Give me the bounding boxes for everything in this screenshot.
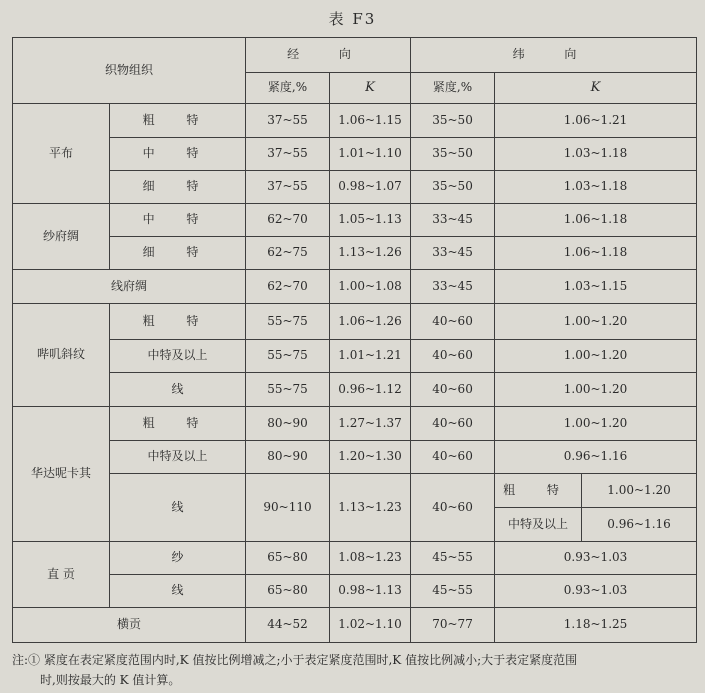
warp-k: 1.05~1.13 [330,204,411,237]
weft-density: 33~45 [411,270,495,304]
weft-k: 1.06~1.21 [495,104,697,138]
yarn-type: 粗 特 [110,104,246,138]
weft-density: 33~45 [411,204,495,237]
fabric-name: 平布 [13,104,110,204]
weft-density: 40~60 [411,340,495,373]
fabric-name: 横贡 [13,608,246,643]
table-row [13,608,697,643]
table-row [13,373,697,407]
table-row [13,270,697,304]
weft-k: 1.03~1.18 [495,138,697,171]
weft-k: 1.03~1.15 [495,270,697,304]
warp-k: 1.02~1.10 [330,608,411,643]
warp-density: 90~110 [246,474,330,542]
table-row [13,237,697,270]
header-fabric: 织物组织 [13,38,246,104]
weft-k: 0.96~1.16 [582,508,697,542]
fabric-name: 哔叽斜纹 [13,304,110,407]
yarn-type: 中 特 [110,138,246,171]
table-row [13,138,697,171]
weft-k: 1.00~1.20 [495,340,697,373]
warp-k: 1.27~1.37 [330,407,411,441]
warp-density: 37~55 [246,104,330,138]
table-row [13,542,697,575]
weft-sub-type: 粗 特 [495,474,582,508]
weft-density: 33~45 [411,237,495,270]
weft-k: 0.96~1.16 [495,441,697,474]
warp-density: 55~75 [246,340,330,373]
weft-k: 0.93~1.03 [495,575,697,608]
density-k-table [12,37,697,643]
header-weft: 纬 向 [411,38,697,73]
warp-density: 62~70 [246,270,330,304]
table-row [13,304,697,340]
warp-density: 80~90 [246,407,330,441]
warp-density: 37~55 [246,138,330,171]
yarn-type: 中特及以上 [110,441,246,474]
weft-sub-type: 中特及以上 [495,508,582,542]
footnote [12,650,696,690]
warp-density: 44~52 [246,608,330,643]
warp-density: 80~90 [246,441,330,474]
yarn-type: 线 [110,474,246,542]
weft-k: 1.00~1.20 [495,407,697,441]
yarn-type: 纱 [110,542,246,575]
weft-density: 35~50 [411,171,495,204]
table-row [13,441,697,474]
table-row [13,340,697,373]
yarn-type: 中特及以上 [110,340,246,373]
weft-density: 40~60 [411,373,495,407]
weft-density: 70~77 [411,608,495,643]
weft-k: 1.00~1.20 [495,373,697,407]
weft-density: 35~50 [411,104,495,138]
table-row [13,474,697,508]
warp-density: 62~70 [246,204,330,237]
warp-k: 1.01~1.10 [330,138,411,171]
table-row [13,575,697,608]
warp-density: 55~75 [246,373,330,407]
table-row [13,407,697,441]
weft-k: 1.06~1.18 [495,204,697,237]
header-warp: 经 向 [246,38,411,73]
warp-density: 55~75 [246,304,330,340]
table-row [13,104,697,138]
weft-k: 0.93~1.03 [495,542,697,575]
warp-k: 1.13~1.26 [330,237,411,270]
footnote-line-1: 注:① 紧度在表定紧度范围内时,K 值按比例增减之;小于表定紧度范围时,K 值按比例减小;大于表定紧度范围 [12,653,578,667]
warp-k: 1.08~1.23 [330,542,411,575]
warp-k: 1.00~1.08 [330,270,411,304]
warp-k: 0.98~1.07 [330,171,411,204]
warp-density: 65~80 [246,575,330,608]
weft-k: 1.00~1.20 [495,304,697,340]
warp-density: 65~80 [246,542,330,575]
warp-k: 1.20~1.30 [330,441,411,474]
weft-k: 1.18~1.25 [495,608,697,643]
yarn-type: 线 [110,575,246,608]
fabric-name: 纱府绸 [13,204,110,270]
warp-k: 0.96~1.12 [330,373,411,407]
warp-k: 1.06~1.26 [330,304,411,340]
warp-k: 1.01~1.21 [330,340,411,373]
yarn-type: 粗 特 [110,407,246,441]
weft-k: 1.06~1.18 [495,237,697,270]
table-row [13,204,697,237]
fabric-name: 线府绸 [13,270,246,304]
weft-density: 40~60 [411,474,495,542]
weft-density: 45~55 [411,542,495,575]
warp-density: 37~55 [246,171,330,204]
warp-k: 1.06~1.15 [330,104,411,138]
table-row [13,171,697,204]
header-warp-density: 紧度,% [246,73,330,104]
weft-k: 1.00~1.20 [582,474,697,508]
warp-k: 0.98~1.13 [330,575,411,608]
yarn-type: 粗 特 [110,304,246,340]
warp-k: 1.13~1.23 [330,474,411,542]
yarn-type: 细 特 [110,237,246,270]
yarn-type: 中 特 [110,204,246,237]
yarn-type: 线 [110,373,246,407]
table-title: 表 F3 [328,10,377,28]
weft-density: 45~55 [411,575,495,608]
weft-density: 40~60 [411,304,495,340]
weft-k: 1.03~1.18 [495,171,697,204]
header-weft-k: K [495,73,697,104]
footnote-line-2: 时,则按最大的 K 值计算。 [40,673,181,687]
header-weft-density: 紧度,% [411,73,495,104]
weft-density: 40~60 [411,407,495,441]
header-warp-k: K [330,73,411,104]
warp-density: 62~75 [246,237,330,270]
yarn-type: 细 特 [110,171,246,204]
fabric-name: 直 贡 [13,542,110,608]
fabric-name: 华达呢卡其 [13,407,110,542]
weft-density: 40~60 [411,441,495,474]
weft-density: 35~50 [411,138,495,171]
